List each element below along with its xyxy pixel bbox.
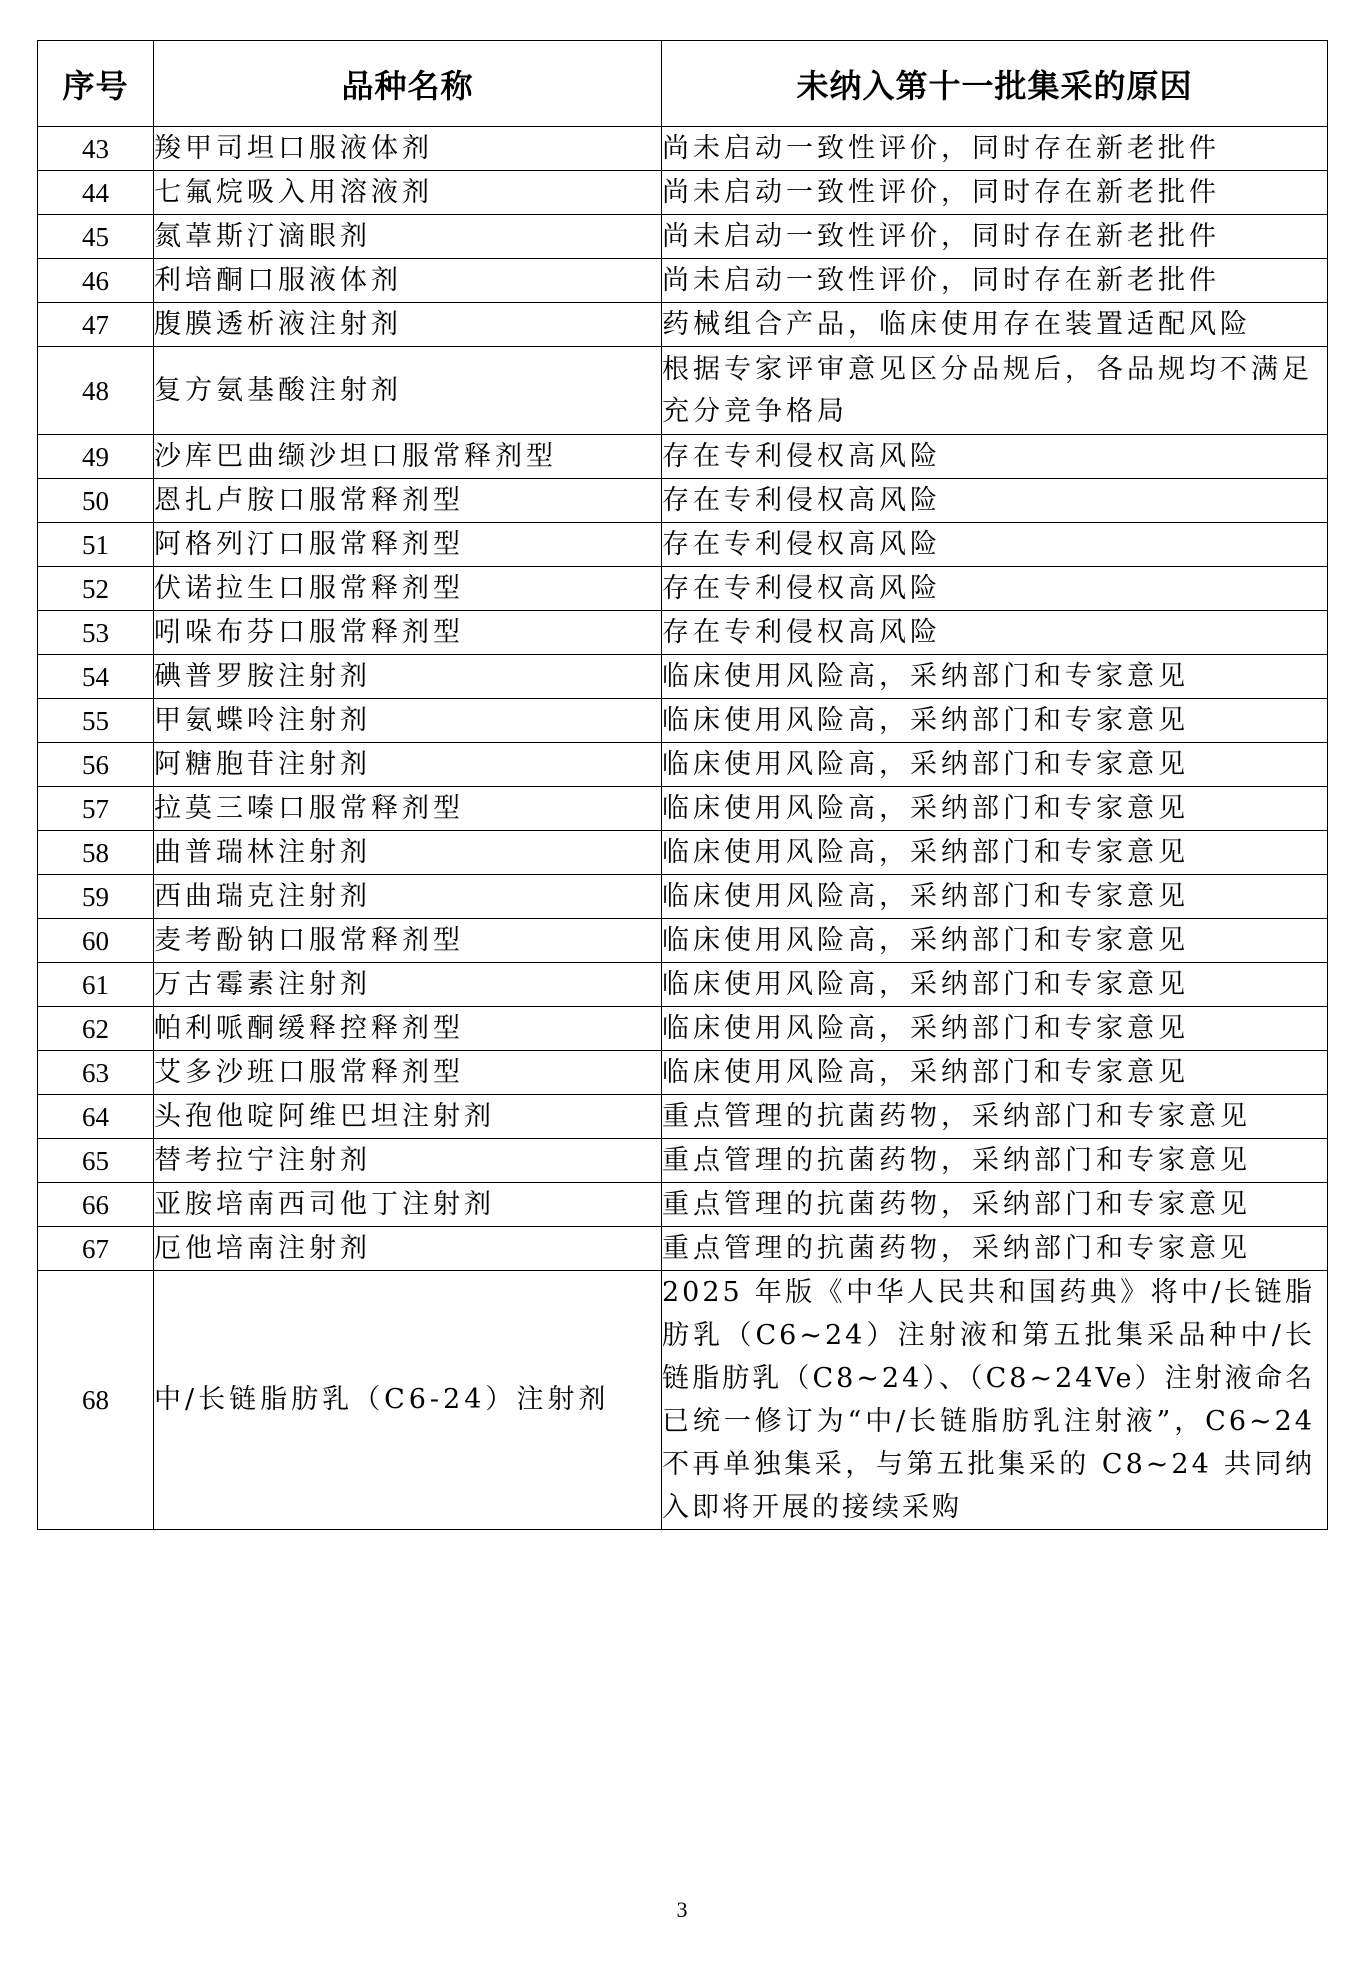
table-row: [38, 523, 1328, 567]
row-reason: 尚未启动一致性评价，同时存在新老批件: [662, 127, 1328, 171]
table-row: [38, 655, 1328, 699]
table-row: [38, 919, 1328, 963]
table-row: [38, 875, 1328, 919]
row-reason: 药械组合产品，临床使用存在装置适配风险: [662, 303, 1328, 347]
table-row: [38, 435, 1328, 479]
row-reason: 存在专利侵权高风险: [662, 567, 1328, 611]
row-drug-name: 中/长链脂肪乳（C6-24）注射剂: [154, 1271, 662, 1530]
table-row: [38, 171, 1328, 215]
row-number: 62: [38, 1007, 154, 1051]
row-number: 47: [38, 303, 154, 347]
row-reason: 尚未启动一致性评价，同时存在新老批件: [662, 215, 1328, 259]
row-reason: 重点管理的抗菌药物，采纳部门和专家意见: [662, 1183, 1328, 1227]
row-number: 60: [38, 919, 154, 963]
row-drug-name: 氮䓬斯汀滴眼剂: [154, 215, 662, 259]
row-reason: 临床使用风险高，采纳部门和专家意见: [662, 831, 1328, 875]
row-number: 52: [38, 567, 154, 611]
row-number: 54: [38, 655, 154, 699]
row-drug-name: 帕利哌酮缓释控释剂型: [154, 1007, 662, 1051]
row-drug-name: 沙库巴曲缬沙坦口服常释剂型: [154, 435, 662, 479]
excluded-drugs-table: [37, 40, 1328, 1530]
row-drug-name: 七氟烷吸入用溶液剂: [154, 171, 662, 215]
row-reason: 存在专利侵权高风险: [662, 523, 1328, 567]
row-reason: 临床使用风险高，采纳部门和专家意见: [662, 875, 1328, 919]
row-drug-name: 万古霉素注射剂: [154, 963, 662, 1007]
row-number: 53: [38, 611, 154, 655]
table-row: [38, 1183, 1328, 1227]
row-drug-name: 艾多沙班口服常释剂型: [154, 1051, 662, 1095]
table-header-row: [38, 41, 1328, 127]
row-drug-name: 阿糖胞苷注射剂: [154, 743, 662, 787]
row-number: 51: [38, 523, 154, 567]
row-number: 48: [38, 347, 154, 435]
row-drug-name: 吲哚布芬口服常释剂型: [154, 611, 662, 655]
row-drug-name: 替考拉宁注射剂: [154, 1139, 662, 1183]
row-drug-name: 伏诺拉生口服常释剂型: [154, 567, 662, 611]
row-reason: 临床使用风险高，采纳部门和专家意见: [662, 963, 1328, 1007]
row-number: 59: [38, 875, 154, 919]
row-drug-name: 拉莫三嗪口服常释剂型: [154, 787, 662, 831]
row-reason: 重点管理的抗菌药物，采纳部门和专家意见: [662, 1095, 1328, 1139]
row-reason: 临床使用风险高，采纳部门和专家意见: [662, 787, 1328, 831]
table-row: [38, 259, 1328, 303]
row-reason: 临床使用风险高，采纳部门和专家意见: [662, 655, 1328, 699]
row-reason: 临床使用风险高，采纳部门和专家意见: [662, 919, 1328, 963]
row-reason: 2025 年版《中华人民共和国药典》将中/长链脂肪乳（C6~24）注射液和第五批集采品种中/长链脂肪乳（C8~24）、（C8~24Ve）注射液命名已统一修订为“中/长链脂肪乳注射液”，C6~24 不再单独集采，与第五批集采的 C8~24 共同纳入即将开展的接续采购: [662, 1271, 1328, 1530]
row-number: 50: [38, 479, 154, 523]
row-drug-name: 利培酮口服液体剂: [154, 259, 662, 303]
row-reason: 存在专利侵权高风险: [662, 479, 1328, 523]
row-reason: 尚未启动一致性评价，同时存在新老批件: [662, 259, 1328, 303]
row-drug-name: 亚胺培南西司他丁注射剂: [154, 1183, 662, 1227]
row-reason: 临床使用风险高，采纳部门和专家意见: [662, 699, 1328, 743]
row-reason: 临床使用风险高，采纳部门和专家意见: [662, 743, 1328, 787]
row-number: 65: [38, 1139, 154, 1183]
row-number: 44: [38, 171, 154, 215]
header-name: 品种名称: [154, 41, 662, 127]
table-row: [38, 1139, 1328, 1183]
header-number: 序号: [38, 41, 154, 127]
table-row: [38, 831, 1328, 875]
row-drug-name: 碘普罗胺注射剂: [154, 655, 662, 699]
row-drug-name: 腹膜透析液注射剂: [154, 303, 662, 347]
table-row: [38, 787, 1328, 831]
row-reason: 重点管理的抗菌药物，采纳部门和专家意见: [662, 1139, 1328, 1183]
row-number: 56: [38, 743, 154, 787]
row-number: 67: [38, 1227, 154, 1271]
row-number: 61: [38, 963, 154, 1007]
row-reason: 临床使用风险高，采纳部门和专家意见: [662, 1051, 1328, 1095]
row-number: 55: [38, 699, 154, 743]
row-drug-name: 阿格列汀口服常释剂型: [154, 523, 662, 567]
table-row: [38, 215, 1328, 259]
table-row: [38, 1007, 1328, 1051]
row-drug-name: 曲普瑞林注射剂: [154, 831, 662, 875]
table-row: [38, 963, 1328, 1007]
row-number: 64: [38, 1095, 154, 1139]
table-row: [38, 1271, 1328, 1530]
row-drug-name: 头孢他啶阿维巴坦注射剂: [154, 1095, 662, 1139]
row-drug-name: 厄他培南注射剂: [154, 1227, 662, 1271]
row-number: 58: [38, 831, 154, 875]
row-reason: 存在专利侵权高风险: [662, 611, 1328, 655]
row-drug-name: 麦考酚钠口服常释剂型: [154, 919, 662, 963]
row-number: 43: [38, 127, 154, 171]
row-drug-name: 羧甲司坦口服液体剂: [154, 127, 662, 171]
row-drug-name: 甲氨蝶呤注射剂: [154, 699, 662, 743]
row-number: 57: [38, 787, 154, 831]
row-reason: 尚未启动一致性评价，同时存在新老批件: [662, 171, 1328, 215]
table-row: [38, 127, 1328, 171]
table-row: [38, 743, 1328, 787]
row-number: 68: [38, 1271, 154, 1530]
table-row: [38, 1227, 1328, 1271]
row-reason: 临床使用风险高，采纳部门和专家意见: [662, 1007, 1328, 1051]
row-reason: 重点管理的抗菌药物，采纳部门和专家意见: [662, 1227, 1328, 1271]
row-number: 66: [38, 1183, 154, 1227]
header-reason: 未纳入第十一批集采的原因: [662, 41, 1328, 127]
row-reason: 根据专家评审意见区分品规后，各品规均不满足充分竞争格局: [662, 347, 1328, 435]
table-row: [38, 567, 1328, 611]
row-drug-name: 复方氨基酸注射剂: [154, 347, 662, 435]
row-number: 45: [38, 215, 154, 259]
table-row: [38, 479, 1328, 523]
row-number: 49: [38, 435, 154, 479]
table-row: [38, 611, 1328, 655]
row-drug-name: 恩扎卢胺口服常释剂型: [154, 479, 662, 523]
row-reason: 存在专利侵权高风险: [662, 435, 1328, 479]
table-row: [38, 699, 1328, 743]
table-row: [38, 303, 1328, 347]
row-number: 63: [38, 1051, 154, 1095]
row-drug-name: 西曲瑞克注射剂: [154, 875, 662, 919]
page-number: 3: [676, 1897, 688, 1922]
table-row: [38, 347, 1328, 435]
row-number: 46: [38, 259, 154, 303]
table-row: [38, 1095, 1328, 1139]
table-row: [38, 1051, 1328, 1095]
